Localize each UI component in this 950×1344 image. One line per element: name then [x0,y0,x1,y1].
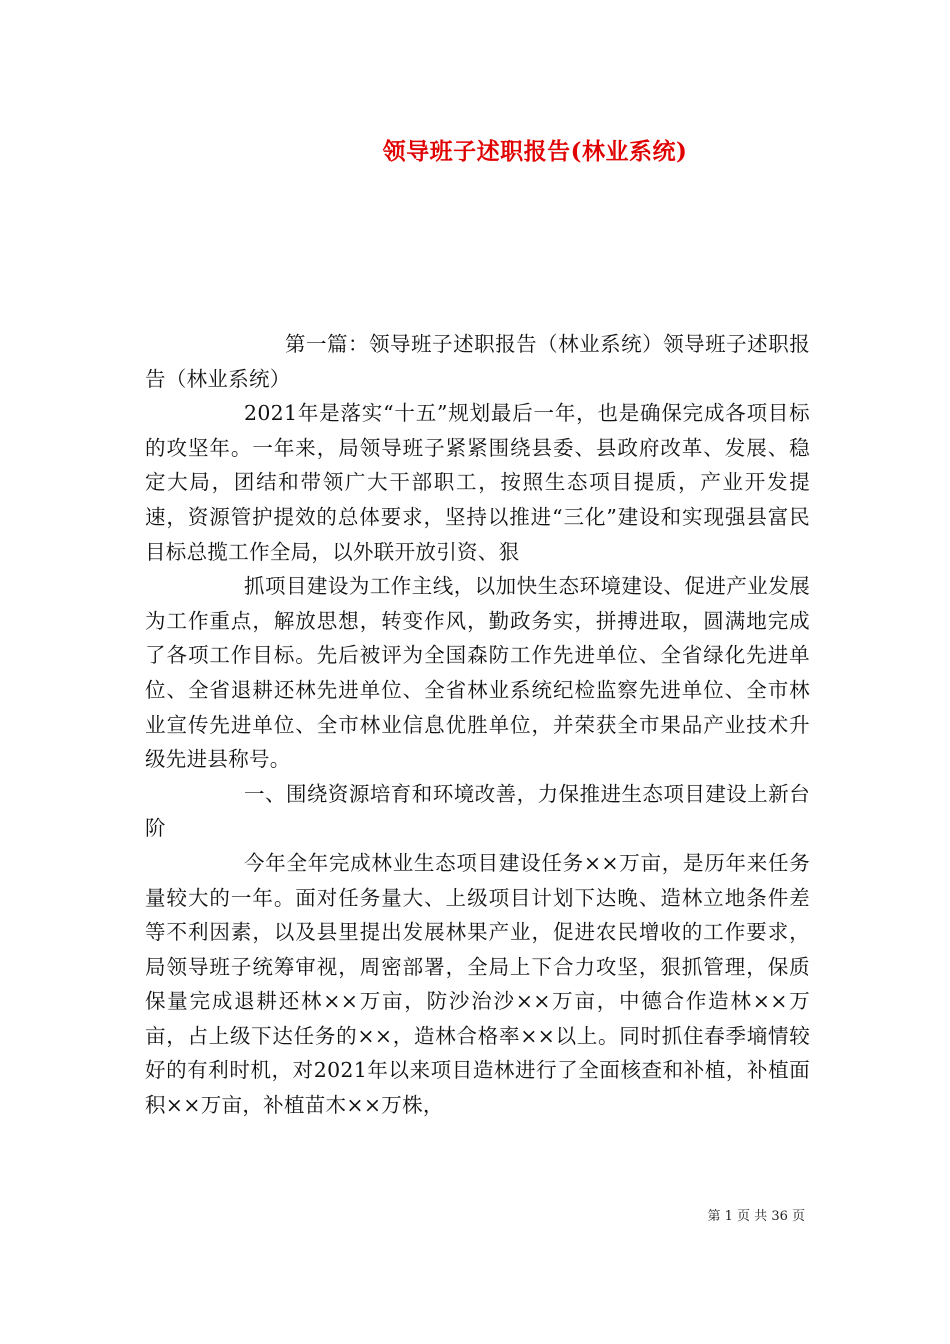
document-body [145,327,810,1123]
paragraph-1: 第一篇：领导班子述职报告（林业系统）领导班子述职报告（林业系统） [145,332,810,391]
section-heading-1: 一、围绕资源培育和环境改善，力保推进生态项目建设上新台阶 [145,781,810,841]
paragraph-2: 2021年是落实“十五”规划最后一年，也是确保完成各项目标的攻坚年。一年来，局领导班子紧紧围绕县委、县政府改革、发展、稳定大局，团结和带领广大干部职工，按照生态项目提质，产业开发提速，资源管护提效的总体要求，坚持以推进“三化”建设和实现强县富民目标总揽工作全局，以外联开放引资、狠 [145,401,810,564]
paragraph-4: 今年全年完成林业生态项目建设任务××万亩，是历年来任务量较大的一年。面对任务量大、上级项目计划下达晚、造林立地条件差等不利因素，以及县里提出发展林果产业，促进农民增收的工作要求，局领导班子统筹审视，周密部署，全局上下合力攻坚，狠抓管理，保质保量完成退耕还林××万亩，防沙治沙××万亩，中德合作造林××万亩，占上级下达任务的××，造林合格率××以上。同时抓住春季墒情较好的有利时机，对2021年以来项目造林进行了全面核查和补植，补植面积××万亩，补植苗木××万株， [145,850,810,1118]
page-number: 第 1 页 共 36 页 [707,1209,805,1224]
document-title: 领导班子述职报告(林业系统) [382,138,688,165]
paragraph-3: 抓项目建设为工作主线，以加快生态环境建设、促进产业发展为工作重点，解放思想，转变作风，勤政务实，拼搏进取，圆满地完成了各项工作目标。先后被评为全国森防工作先进单位、全省绿化先进单位、全省退耕还林先进单位、全省林业系统纪检监察先进单位、全市林业宣传先进单位、全市林业信息优胜单位，并荣获全市果品产业技术升级先进县称号。 [145,574,810,772]
